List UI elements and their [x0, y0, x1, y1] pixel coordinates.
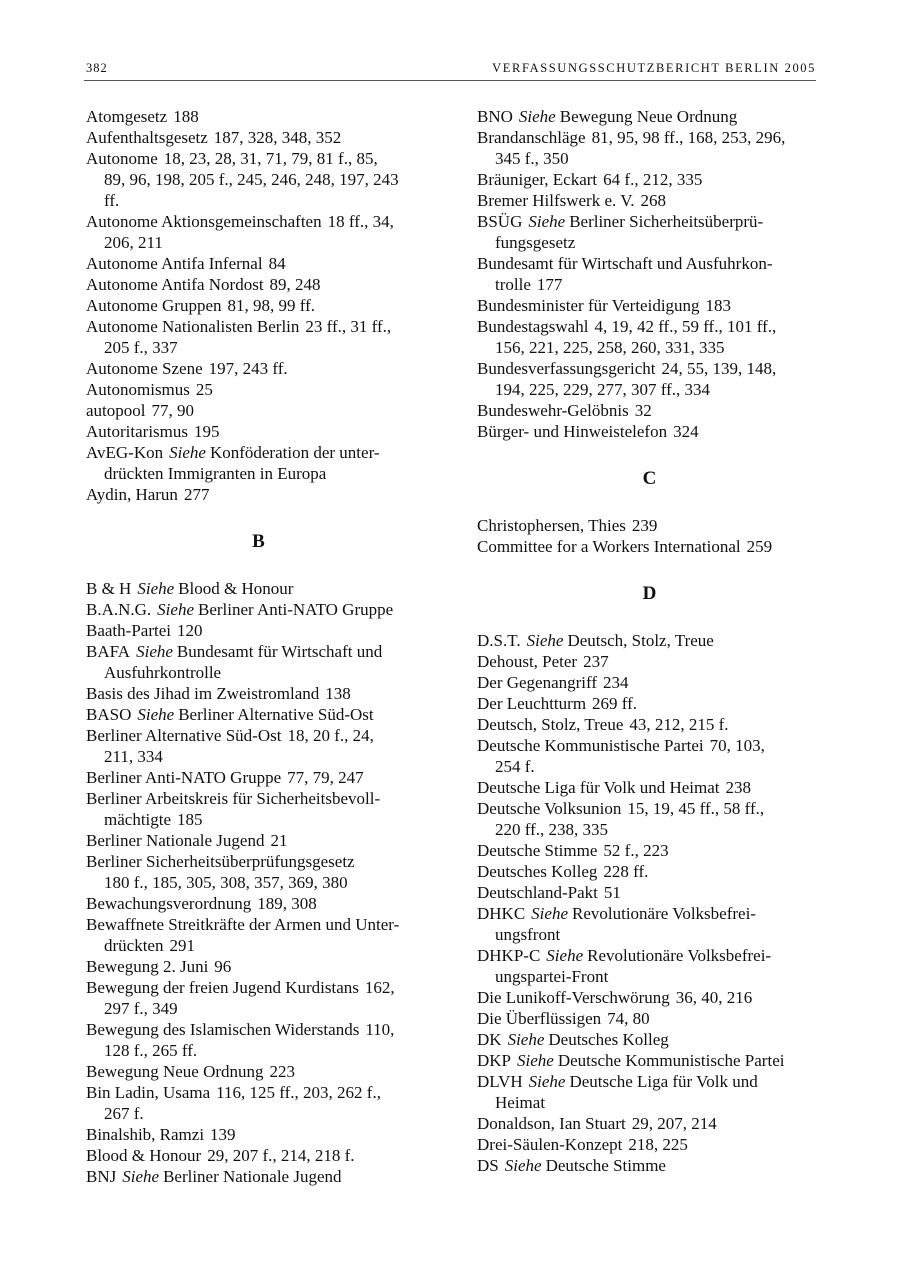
index-entry [477, 536, 822, 557]
index-term: autopool [86, 401, 146, 420]
index-entry [477, 882, 822, 903]
index-entry [477, 316, 822, 358]
index-entry [86, 358, 431, 379]
index-term: Blood & Honour [86, 1146, 202, 1165]
cross-reference: Deutsche Stimme [545, 1156, 666, 1175]
section-heading: D [642, 583, 657, 604]
index-term: DHKC [477, 904, 526, 923]
siehe-label: Siehe [518, 107, 556, 126]
index-entry [86, 578, 431, 599]
index-term: Bundesminister für Verteidigung [477, 296, 700, 315]
page-references: 237 [583, 652, 609, 671]
index-entry [86, 400, 431, 421]
index-entry [477, 672, 822, 693]
cross-reference: Deutsch, Stolz, Treue [567, 631, 714, 650]
siehe-label: Siehe [169, 443, 206, 462]
index-entry [477, 651, 822, 672]
page-references: 187, 328, 348, 352 [213, 128, 342, 147]
index-term: Deutsche Stimme [477, 841, 598, 860]
page-references: 89, 248 [269, 275, 321, 294]
index-term: Autonomismus [86, 380, 190, 399]
page-references: 29, 207, 214 [631, 1114, 717, 1133]
index-term: BAFA [86, 642, 131, 661]
index-entry [86, 620, 431, 641]
index-entry [477, 127, 822, 169]
page-references: 29, 207 f., 214, 218 f. [207, 1146, 355, 1165]
index-term: Aydin, Harun [86, 485, 178, 504]
cross-reference: Berliner Sicherheitsüberprü- fungsgesetz [495, 212, 764, 252]
page-references: 238 [725, 778, 752, 797]
page-references: 18, 20 f., 24, 211, 334 [104, 726, 374, 766]
index-entry [86, 1019, 431, 1061]
index-term: Bewachungsverordnung [86, 894, 252, 913]
index-term: Bewegung 2. Juni [86, 957, 209, 976]
cross-reference: Deutsche Liga für Volk und Heimat [495, 1072, 758, 1112]
page-references: 43, 212, 215 f. [629, 715, 729, 734]
siehe-label: Siehe [157, 600, 194, 619]
index-entry [86, 1145, 431, 1166]
index-entry [477, 515, 822, 536]
index-term: Bremer Hilfswerk e. V. [477, 191, 635, 210]
index-entry [477, 798, 822, 840]
index-entry [477, 190, 822, 211]
page-references: 188 [173, 107, 199, 126]
index-entry [86, 977, 431, 1019]
index-entry [477, 253, 822, 295]
index-term: Bin Ladin, Usama [86, 1083, 211, 1102]
section-heading: C [642, 468, 657, 489]
index-term: Berliner Nationale Jugend [86, 831, 265, 850]
page-references: 269 ff. [592, 694, 638, 713]
page-references: 116, 125 ff., 203, 262 f., 267 f. [104, 1083, 381, 1123]
page-references: 197, 243 ff. [208, 359, 288, 378]
siehe-label: Siehe [517, 1051, 554, 1070]
index-term: Brandanschläge [477, 128, 586, 147]
index-entry [477, 1071, 822, 1113]
index-entry [86, 127, 431, 148]
index-term: Deutsche Kommunistische Partei [477, 736, 704, 755]
page-references: 81, 98, 99 ff. [227, 296, 316, 315]
index-term: Donaldson, Ian Stuart [477, 1114, 626, 1133]
index-term: BSÜG [477, 212, 523, 231]
index-entry [86, 379, 431, 400]
siehe-label: Siehe [528, 212, 566, 231]
page-references: 234 [603, 673, 629, 692]
siehe-label: Siehe [122, 1167, 160, 1186]
siehe-label: Siehe [504, 1156, 542, 1175]
index-term: B.A.N.G. [86, 600, 152, 619]
index-term: Basis des Jihad im Zweistromland [86, 684, 320, 703]
siehe-label: Siehe [528, 1072, 566, 1091]
index-entry [477, 1029, 822, 1050]
index-term: Aufenthaltsgesetz [86, 128, 208, 147]
index-entry [86, 1166, 431, 1187]
page-references: 23 ff., 31 ff., 205 f., 337 [104, 317, 392, 357]
index-entry [86, 274, 431, 295]
page-references: 51 [603, 883, 621, 902]
page-references: 218, 225 [628, 1135, 688, 1154]
index-term: Baath-Partei [86, 621, 171, 640]
index-term: Bundestagswahl [477, 317, 589, 336]
page-references: 189, 308 [257, 894, 317, 913]
index-entry [477, 421, 822, 442]
index-entry [86, 1061, 431, 1082]
page-references: 223 [269, 1062, 296, 1081]
index-term: DHKP-C [477, 946, 541, 965]
cross-reference: Deutsche Kommunistische Partei [557, 1051, 785, 1070]
index-term: Berliner Arbeitskreis für Sicherheitsbevoll- mächtigte [86, 789, 381, 829]
cross-reference: Berliner Anti-NATO Gruppe [198, 600, 394, 619]
index-entry [86, 421, 431, 442]
index-entry [477, 903, 822, 945]
page-references: 120 [176, 621, 203, 640]
cross-reference: Blood & Honour [178, 579, 294, 598]
page-references: 4, 19, 42 ff., 59 ff., 101 ff., 156, 221, 225, 258, 260, 331, 335 [495, 317, 777, 357]
index-entry [86, 830, 431, 851]
index-term: Deutsche Liga für Volk und Heimat [477, 778, 720, 797]
cross-reference: Bewegung Neue Ordnung [559, 107, 738, 126]
index-entry [477, 861, 822, 882]
page-references: 291 [169, 936, 195, 955]
page-references: 64 f., 212, 335 [603, 170, 703, 189]
index-term: Bundeswehr-Gelöbnis [477, 401, 629, 420]
index-term: Der Leuchtturm [477, 694, 587, 713]
page-references: 15, 19, 45 ff., 58 ff., 220 ff., 238, 335 [495, 799, 765, 839]
index-entry [477, 735, 822, 777]
page-references: 180 f., 185, 305, 308, 357, 369, 380 [104, 873, 348, 892]
index-term: Bewaffnete Streitkräfte der Armen und Unter- drückten [86, 915, 400, 955]
running-title: VERFASSUNGSSCHUTZBERICHT BERLIN 2005 [492, 61, 816, 75]
index-entry [477, 295, 822, 316]
index-entry [86, 484, 431, 505]
index-term: B & H [86, 579, 132, 598]
index-term: Autoritarismus [86, 422, 188, 441]
index-entry [477, 1008, 822, 1029]
index-term: Autonome Nationalisten Berlin [86, 317, 300, 336]
index-entry [86, 1082, 431, 1124]
page-references: 24, 55, 139, 148, 194, 225, 229, 277, 307 ff., 334 [495, 359, 777, 399]
index-entry [86, 295, 431, 316]
index-term: BNJ [86, 1167, 117, 1186]
page-references: 259 [746, 537, 773, 556]
index-entry [86, 599, 431, 620]
page-references: 77, 79, 247 [287, 768, 364, 787]
index-term: Bundesamt für Wirtschaft und Ausfuhrkon- trolle [477, 254, 773, 294]
index-entry [86, 1124, 431, 1145]
index-entry [477, 777, 822, 798]
cross-reference: Konföderation der unter- drückten Immigranten in Europa [104, 443, 380, 483]
index-entry [477, 1155, 822, 1176]
page-references: 162, 297 f., 349 [104, 978, 395, 1018]
index-entry [477, 400, 822, 421]
index-entry [86, 148, 431, 211]
index-entry [477, 1050, 822, 1071]
index-term: Bewegung des Islamischen Widerstands [86, 1020, 360, 1039]
section-heading: B [252, 531, 265, 552]
index-term: Bundesverfassungsgericht [477, 359, 656, 378]
index-term: Berliner Alternative Süd-Ost [86, 726, 282, 745]
index-term: Autonome Szene [86, 359, 203, 378]
index-entry [477, 630, 822, 651]
siehe-label: Siehe [546, 946, 584, 965]
index-term: DKP [477, 1051, 512, 1070]
index-term: BASO [86, 705, 132, 724]
page-references: 324 [673, 422, 699, 441]
index-term: Autonome Gruppen [86, 296, 222, 315]
page-number: 382 [86, 61, 108, 75]
index-entry [477, 714, 822, 735]
index-term: Deutsches Kolleg [477, 862, 598, 881]
siehe-label: Siehe [137, 579, 175, 598]
index-entry [86, 725, 431, 767]
siehe-label: Siehe [507, 1030, 545, 1049]
index-term: D.S.T. [477, 631, 521, 650]
index-term: Deutsch, Stolz, Treue [477, 715, 624, 734]
index-term: Committee for a Workers International [477, 537, 741, 556]
cross-reference: Bundesamt für Wirtschaft und Ausfuhrkontrolle [104, 642, 383, 682]
page-references: 81, 95, 98 ff., 168, 253, 296, 345 f., 350 [495, 128, 786, 168]
index-entry [477, 358, 822, 400]
cross-reference: Revolutionäre Volksbefrei- ungspartei-Front [495, 946, 772, 986]
cross-reference: Revolutionäre Volksbefrei- ungsfront [495, 904, 756, 944]
page-references: 18, 23, 28, 31, 71, 79, 81 f., 85, 89, 96, 198, 205 f., 245, 246, 248, 197, 243 ff. [104, 149, 399, 210]
siehe-label: Siehe [531, 904, 568, 923]
index-entry [86, 914, 431, 956]
index-entry [477, 1113, 822, 1134]
page-references: 84 [268, 254, 286, 273]
index-entry [477, 169, 822, 190]
index-term: Berliner Sicherheitsüberprüfungsgesetz [86, 852, 355, 871]
siehe-label: Siehe [137, 705, 175, 724]
index-term: Der Gegenangriff [477, 673, 598, 692]
index-column-left [86, 106, 431, 1187]
page-references: 77, 90 [151, 401, 194, 420]
index-entry [86, 956, 431, 977]
page-references: 32 [634, 401, 652, 420]
index-term: Die Überflüssigen [477, 1009, 602, 1028]
page-references: 185 [177, 810, 203, 829]
index-term: Autonome [86, 149, 158, 168]
index-term: AvEG-Kon [86, 443, 164, 462]
cross-reference: Berliner Nationale Jugend [163, 1167, 342, 1186]
index-entry [86, 851, 431, 893]
siehe-label: Siehe [526, 631, 564, 650]
page-references: 239 [631, 516, 658, 535]
page-references: 18 ff., 34, 206, 211 [104, 212, 394, 252]
page-references: 96 [214, 957, 232, 976]
index-term: Deutsche Volksunion [477, 799, 622, 818]
page-references: 21 [270, 831, 288, 850]
page-references: 138 [325, 684, 351, 703]
page-references: 52 f., 223 [603, 841, 669, 860]
index-entry [86, 641, 431, 683]
index-term: Autonome Antifa Nordost [86, 275, 264, 294]
index-term: Dehoust, Peter [477, 652, 578, 671]
index-entry [86, 788, 431, 830]
index-entry [477, 106, 822, 127]
index-term: Christophersen, Thies [477, 516, 626, 535]
index-term: DLVH [477, 1072, 523, 1091]
index-term: Atomgesetz [86, 107, 168, 126]
page-references: 277 [183, 485, 210, 504]
index-entry [86, 253, 431, 274]
index-term: BNO [477, 107, 513, 126]
page-references: 183 [705, 296, 732, 315]
index-entry [86, 683, 431, 704]
index-entry [477, 1134, 822, 1155]
page-references: 228 ff. [603, 862, 649, 881]
index-term: Bewegung der freien Jugend Kurdistans [86, 978, 359, 997]
index-term: Autonome Aktionsgemeinschaften [86, 212, 322, 231]
index-entry [477, 840, 822, 861]
index-entry [86, 211, 431, 253]
index-term: Binalshib, Ramzi [86, 1125, 205, 1144]
page-references: 268 [640, 191, 667, 210]
index-term: Berliner Anti-NATO Gruppe [86, 768, 282, 787]
index-entry [86, 767, 431, 788]
page-references: 139 [210, 1125, 236, 1144]
running-header [86, 61, 816, 79]
index-term: Bewegung Neue Ordnung [86, 1062, 264, 1081]
siehe-label: Siehe [136, 642, 173, 661]
page-references: 36, 40, 216 [675, 988, 753, 1007]
page-references: 177 [536, 275, 563, 294]
index-entry [86, 704, 431, 725]
index-entry [477, 987, 822, 1008]
cross-reference: Berliner Alternative Süd-Ost [178, 705, 374, 724]
index-entry [477, 211, 822, 253]
cross-reference: Deutsches Kolleg [548, 1030, 669, 1049]
index-entry [477, 945, 822, 987]
page-references: 110, 128 f., 265 ff. [104, 1020, 395, 1060]
index-term: Autonome Antifa Infernal [86, 254, 263, 273]
header-rule [84, 80, 816, 81]
page-references: 70, 103, 254 f. [495, 736, 765, 776]
index-term: Bräuniger, Eckart [477, 170, 598, 189]
index-term: DS [477, 1156, 499, 1175]
index-term: Die Lunikoff-Verschwörung [477, 988, 670, 1007]
index-term: Bürger- und Hinweistelefon [477, 422, 668, 441]
index-term: Drei-Säulen-Konzept [477, 1135, 623, 1154]
index-entry [86, 106, 431, 127]
page-references: 195 [194, 422, 220, 441]
index-column-right [477, 106, 822, 1176]
index-entry [86, 893, 431, 914]
index-entry [86, 442, 431, 484]
page-references: 74, 80 [607, 1009, 650, 1028]
index-entry [477, 693, 822, 714]
page-references: 25 [195, 380, 213, 399]
index-term: Deutschland-Pakt [477, 883, 598, 902]
index-term: DK [477, 1030, 502, 1049]
index-entry [86, 316, 431, 358]
